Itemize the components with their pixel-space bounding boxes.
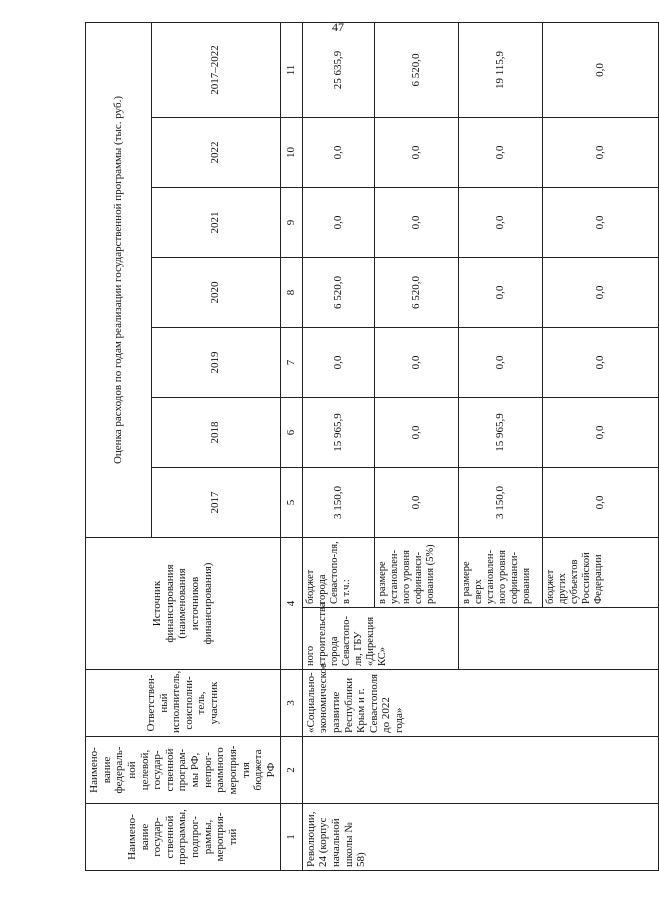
value-cell: 0,0 [542, 468, 658, 538]
value-cell: 0,0 [458, 118, 542, 188]
page-number: 47 [332, 20, 344, 34]
year-2021: 2021 [151, 188, 280, 258]
row-responsible: ного строительства города Севастопо-ля, ГБУ «Дирекция КС» [302, 608, 458, 670]
value-cell: 3 150,0 [458, 468, 542, 538]
source-label: бюджет города Севастопо-ля, в т.ч.: [302, 538, 374, 608]
colnum-10: 10 [280, 118, 302, 188]
landscape-sheet [85, 33, 606, 871]
colnum-1: 1 [280, 804, 302, 871]
value-cell: 0,0 [374, 328, 458, 398]
colnum-4: 4 [280, 538, 302, 670]
value-cell: 0,0 [302, 118, 374, 188]
row-object-name: Революции, 24 (корпус начальной школы № 58) [302, 804, 658, 871]
header-col3: Ответствен- ный исполнитель, соисполни- тель, участник [86, 670, 281, 737]
value-cell: 3 150,0 [302, 468, 374, 538]
row-program: «Социально-экономическое развитие Республики Крым и г. Севастополя до 2022 года» [302, 670, 658, 737]
value-cell: 0,0 [542, 328, 658, 398]
year-2017: 2017 [151, 468, 280, 538]
value-cell: 0,0 [302, 188, 374, 258]
financing-table [85, 22, 659, 871]
year-2019: 2019 [151, 328, 280, 398]
year-total: 2017–2022 [151, 23, 280, 118]
value-cell: 0,0 [542, 188, 658, 258]
value-cell: 0,0 [374, 118, 458, 188]
source-label: в размере установлен-ного уровня софинанси-рования (5%) [374, 538, 458, 608]
value-cell: 6 520,0 [374, 23, 458, 118]
colnum-5: 5 [280, 468, 302, 538]
value-cell: 0,0 [542, 118, 658, 188]
colnum-9: 9 [280, 188, 302, 258]
colnum-2: 2 [280, 737, 302, 804]
value-cell: 15 965,9 [458, 398, 542, 468]
colnum-6: 6 [280, 398, 302, 468]
value-cell: 0,0 [542, 258, 658, 328]
colnum-8: 8 [280, 258, 302, 328]
value-cell: 0,0 [458, 188, 542, 258]
value-cell: 19 115,9 [458, 23, 542, 118]
value-cell: 15 965,9 [302, 398, 374, 468]
value-cell: 0,0 [458, 328, 542, 398]
colnum-3: 3 [280, 670, 302, 737]
header-col2: Наимено- вание федераль- ной целевой, государ- ственной програм- мы РФ, непрог- раммного мероприя- тия бюджета РФ [86, 737, 281, 804]
year-2022: 2022 [151, 118, 280, 188]
row-responsible-empty [458, 608, 658, 670]
header-estimate: Оценка расходов по годам реализации государственной программы (тыс. руб.) [86, 23, 152, 538]
year-2018: 2018 [151, 398, 280, 468]
value-cell: 0,0 [458, 258, 542, 328]
year-2020: 2020 [151, 258, 280, 328]
source-label: бюджет других субъектов Российской Федерации [542, 538, 658, 608]
value-cell: 0,0 [542, 23, 658, 118]
colnum-11: 11 [280, 23, 302, 118]
value-cell: 0,0 [374, 468, 458, 538]
header-col1: Наимено- вание государ- ственной программы, подпрог- раммы, мероприя- тий [86, 804, 281, 871]
colnum-7: 7 [280, 328, 302, 398]
value-cell: 0,0 [374, 188, 458, 258]
value-cell: 25 635,9 [302, 23, 374, 118]
value-cell: 0,0 [302, 328, 374, 398]
value-cell: 6 520,0 [302, 258, 374, 328]
value-cell: 0,0 [374, 398, 458, 468]
value-cell: 0,0 [542, 398, 658, 468]
source-label: в размере сверх установлен-ного уровня софинанси-рования [458, 538, 542, 608]
value-cell: 6 520,0 [374, 258, 458, 328]
row-federal-program [302, 737, 658, 804]
header-col4: Источник финансирования (наименования источников финансирования) [86, 538, 281, 670]
rotated-table-wrapper [85, 33, 606, 871]
